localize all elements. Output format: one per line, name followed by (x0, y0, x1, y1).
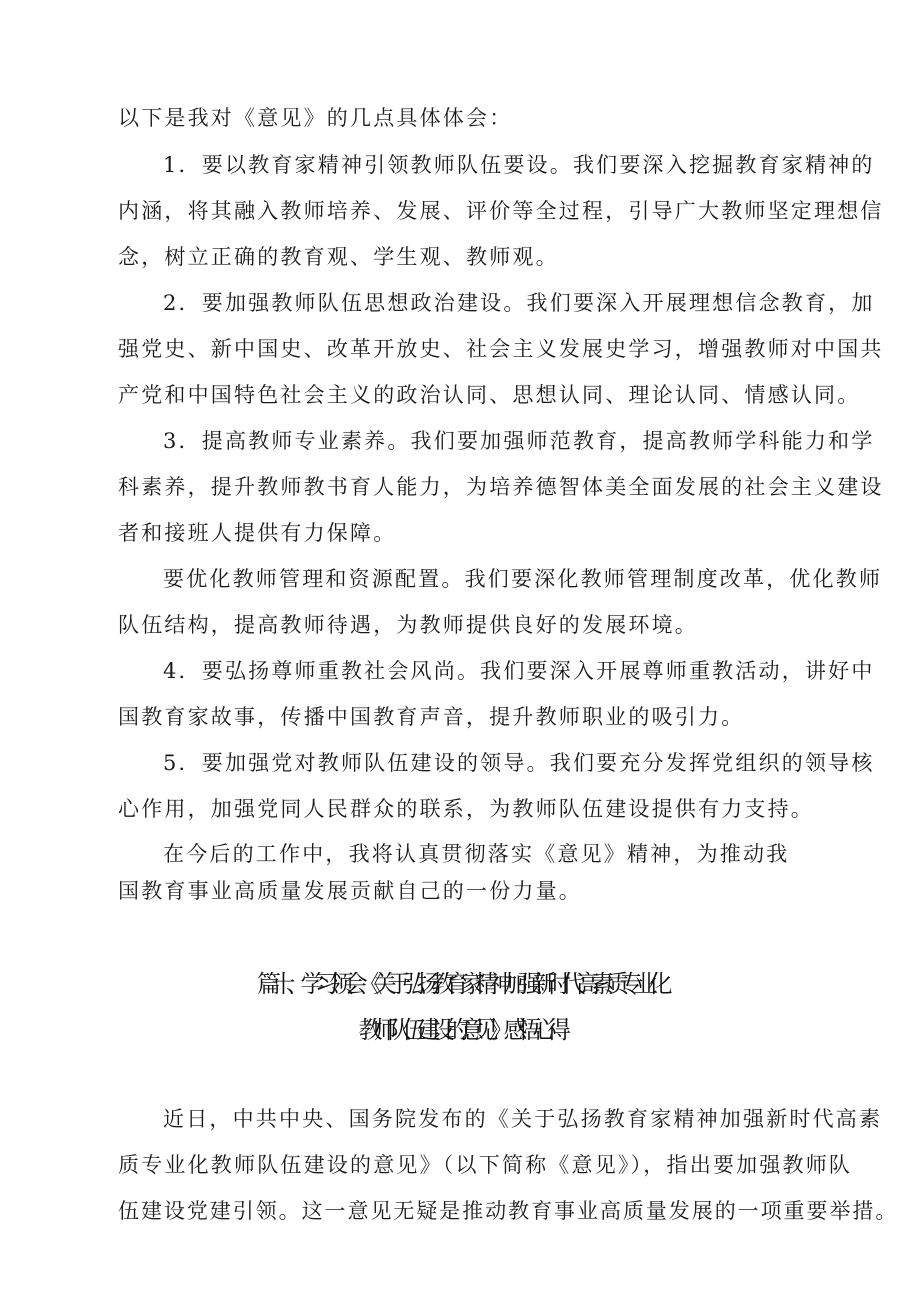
item-5-line-2: 心作用，加强党同人民群众的联系，为教师队伍建设提供有力支持。 (118, 797, 814, 821)
item-5-line-1: 5．要加强党对教师队伍建设的领导。我们要充分发挥党组织的领导核 (163, 751, 875, 775)
item-1-line-2: 内涵，将其融入教师培养、发展、评价等全过程，引导广大教师坚定理想信 (118, 199, 884, 223)
intro-paragraph: 以下是我对《意见》的几点具体体会： (118, 106, 513, 130)
item-1-line-1: 1．要以教育家精神引领教师队伍要设。我们要深入挖掘教育家精神的 (163, 153, 875, 177)
item-3-line-3: 者和接班人提供有力保障。 (118, 521, 397, 545)
item-1-line-3: 念，树立正确的教育观、学生观、教师观。 (118, 245, 559, 269)
item-4-line-1: 4．要弘扬尊师重教社会风尚。我们要深入开展尊师重教活动，讲好中 (163, 659, 875, 683)
item-2-line-2: 强党史、新中国史、改革开放史、社会主义发展史学习，增强教师对中国共 (118, 337, 884, 361)
item-management-line-1: 要优化教师管理和资源配置。我们要深化教师管理制度改革，优化教师 (163, 567, 883, 591)
section-ten-title-line-2: 教师队伍建设的意见》感悟心得 (358, 1016, 562, 1044)
section-ten-title-line-1: 篇十、学习领会《关于弘扬教育家精神加强新时代高素质专业化 (257, 970, 663, 998)
closing-line-2: 国教育事业高质量发展贡献自己的一份力量。 (118, 879, 582, 903)
item-management-line-2: 队伍结构，提高教师待遇，为教师提供良好的发展环境。 (118, 613, 698, 637)
section-ten-body-line-2: 质专业化教师队伍建设的意见》（以下简称《意见》），指出要加强教师队 (118, 1153, 853, 1177)
item-2-line-3: 产党和中国特色社会主义的政治认同、思想认同、理论认同、情感认同。 (118, 383, 861, 407)
item-3-line-1: 3．提高教师专业素养。我们要加强师范教育，提高教师学科能力和学 (163, 429, 875, 453)
item-2-line-1: 2．要加强教师队伍思想政治建设。我们要深入开展理想信念教育，加 (163, 291, 875, 315)
item-3-line-2: 科素养，提升教师教书育人能力，为培养德智体美全面发展的社会主义建设 (118, 475, 884, 499)
item-4-line-2: 国教育家故事，传播中国教育声音，提升教师职业的吸引力。 (118, 705, 745, 729)
section-ten-body-line-1: 近日，中共中央、国务院发布的《关于弘扬教育家精神加强新时代高素 (163, 1107, 883, 1131)
section-ten-body-line-3: 伍建设党建引领。这一意见无疑是推动教育事业高质量发展的一项重要举措。 (118, 1199, 899, 1223)
closing-line-1: 在今后的工作中，我将认真贯彻落实《意见》精神，为推动我 (163, 842, 790, 866)
